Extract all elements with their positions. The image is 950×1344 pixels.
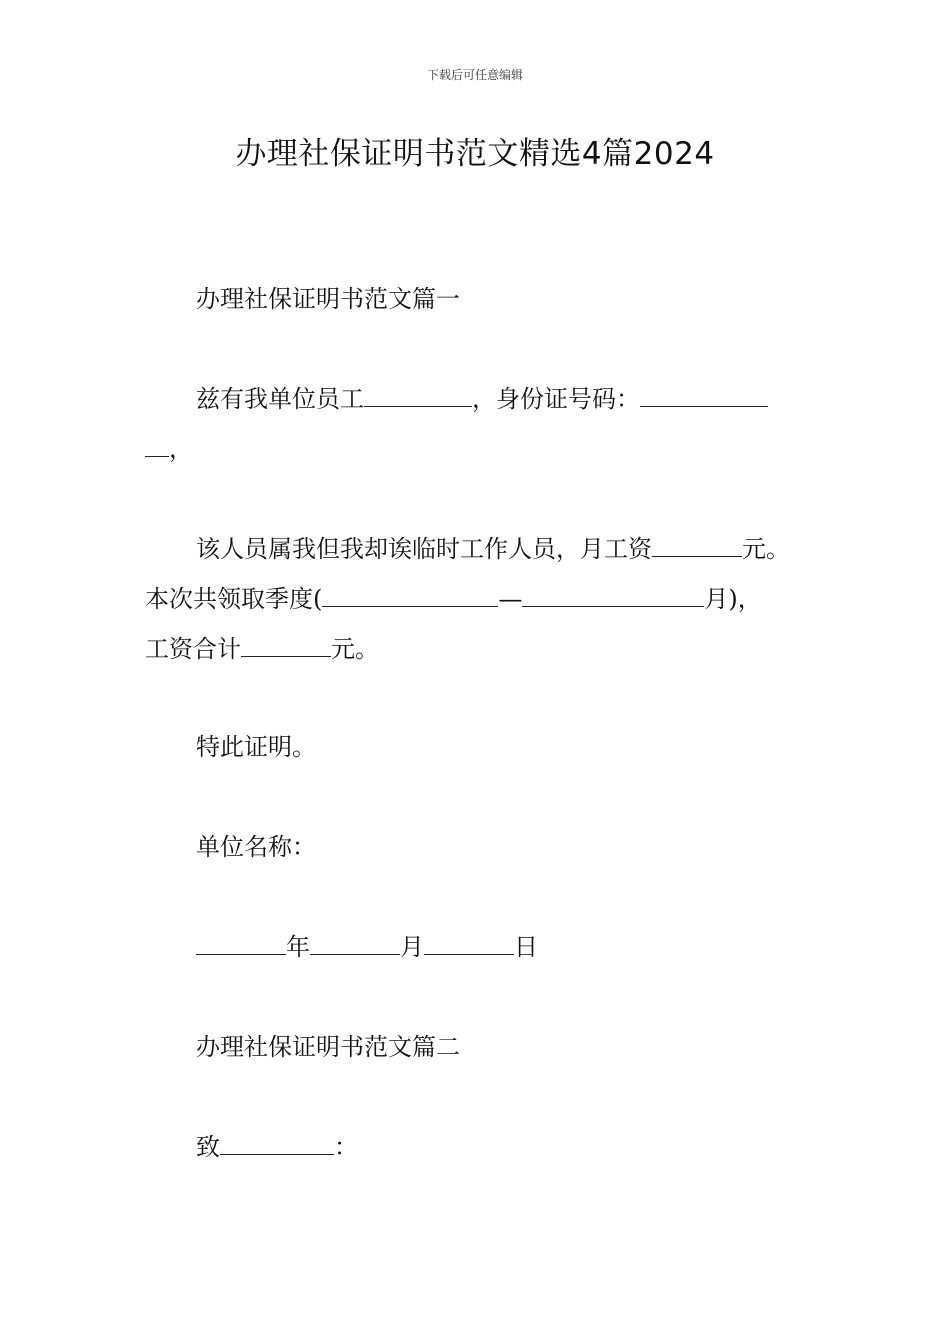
text-segment: 工资合计 (145, 635, 241, 663)
text-segment: 致 (196, 1133, 220, 1161)
text-segment: ，身份证号码： (472, 385, 640, 413)
text-segment: 元。 (331, 635, 379, 663)
paragraph-addressee (145, 1122, 825, 1172)
fill-blank-month (310, 932, 400, 955)
header-note: 下载后可任意编辑 (426, 68, 523, 82)
section-heading-2: 办理社保证明书范文篇二 (196, 1033, 460, 1061)
section-heading-1: 办理社保证明书范文篇一 (196, 285, 460, 313)
text-segment: 该人员属我但我却诶临时工作人员，月工资 (196, 535, 652, 563)
paragraph-salary (145, 524, 825, 674)
text-segment: 月)， (704, 585, 762, 613)
date-month-label: 月 (400, 933, 424, 961)
paragraph-certify: 特此证明。 (196, 733, 316, 761)
paragraph-employee-id (145, 374, 825, 474)
fill-blank-employee-name (364, 384, 472, 407)
fill-blank-day (424, 932, 514, 955)
fill-blank-monthly-salary (652, 534, 742, 557)
document-title: 办理社保证明书范文精选4篇2024 (235, 136, 715, 172)
fill-blank-id-number-cont (145, 434, 169, 457)
text-segment: ， (169, 435, 193, 463)
date-day-label: 日 (514, 933, 538, 961)
text-segment: 元。 (742, 535, 790, 563)
date-line (145, 922, 825, 972)
fill-blank-salary-total (241, 634, 331, 657)
fill-blank-year (196, 932, 286, 955)
fill-blank-quarter-start (322, 584, 498, 607)
text-segment: 兹有我单位员工 (196, 385, 364, 413)
fill-blank-addressee (220, 1132, 334, 1155)
text-segment: ： (334, 1133, 358, 1161)
paragraph-unit-name: 单位名称： (196, 833, 316, 861)
fill-blank-id-number (640, 384, 768, 407)
text-segment: 本次共领取季度( (145, 585, 323, 613)
text-segment: — (498, 585, 523, 613)
fill-blank-quarter-end (522, 584, 704, 607)
date-year-label: 年 (286, 933, 310, 961)
